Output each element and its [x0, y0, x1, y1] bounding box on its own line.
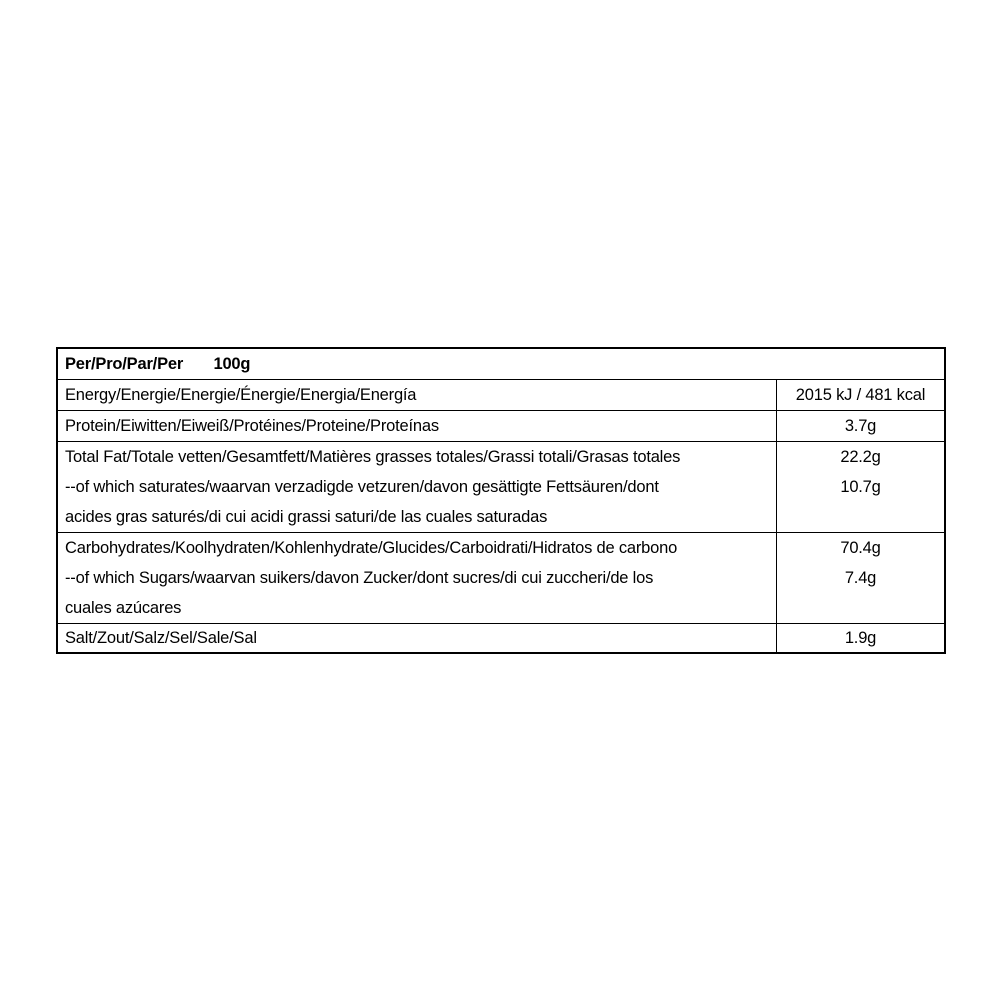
table-row-carbohydrates [58, 532, 944, 623]
nutrient-value-cell [776, 624, 944, 652]
nutrient-label-cell [58, 533, 776, 623]
nutrient-label-line: Energy/Energie/Energie/Énergie/Energia/Energía [65, 386, 417, 404]
nutrient-value-line: 22.2g [840, 448, 881, 466]
nutrient-label-line: acides gras saturés/di cui acidi grassi saturi/de las cuales saturadas [65, 508, 548, 526]
nutrient-value-cell [776, 442, 944, 532]
nutrient-value-line: 3.7g [844, 417, 877, 435]
nutrient-label-cell [58, 624, 776, 652]
nutrient-label-cell [58, 411, 776, 441]
nutrient-value-line: 7.4g [844, 569, 877, 587]
nutrient-label-cell [58, 380, 776, 410]
table-row-fat [58, 441, 944, 532]
nutrient-label-cell [58, 442, 776, 532]
nutrient-label-line: cuales azúcares [65, 599, 182, 617]
nutrient-value-line [777, 593, 944, 623]
table-row-salt [58, 623, 944, 652]
nutrient-label-line: Total Fat/Totale vetten/Gesamtfett/Matières grasses totales/Grassi totali/Grasas totales [65, 448, 681, 466]
nutrient-value-cell [776, 380, 944, 410]
nutrient-label-line: --of which Sugars/waarvan suikers/davon Zucker/dont sucres/di cui zuccheri/de los [65, 569, 654, 587]
nutrient-value-line [777, 502, 944, 532]
nutrient-value-cell [776, 411, 944, 441]
nutrient-value-line: 1.9g [844, 629, 877, 647]
nutrient-value-cell [776, 533, 944, 623]
nutrient-value-line: 10.7g [840, 478, 881, 496]
nutrient-label-line: Protein/Eiwitten/Eiweiß/Protéines/Proteine/Proteínas [65, 417, 439, 435]
nutrient-value-line: 2015 kJ / 481 kcal [795, 386, 926, 404]
serving-amount: 100g [213, 355, 251, 373]
nutrient-label-line: Salt/Zout/Salz/Sel/Sale/Sal [65, 629, 257, 647]
nutrient-label-line: Carbohydrates/Koolhydraten/Kohlenhydrate/Glucides/Carboidrati/Hidratos de carbono [65, 539, 678, 557]
table-header-row [58, 349, 944, 379]
nutrient-value-line: 70.4g [840, 539, 881, 557]
table-row-protein [58, 410, 944, 441]
table-row-energy [58, 379, 944, 410]
nutrient-label-line: --of which saturates/waarvan verzadigde vetzuren/davon gesättigte Fettsäuren/dont [65, 478, 659, 496]
nutrition-table [56, 347, 946, 654]
serving-label: Per/Pro/Par/Per [65, 355, 184, 373]
